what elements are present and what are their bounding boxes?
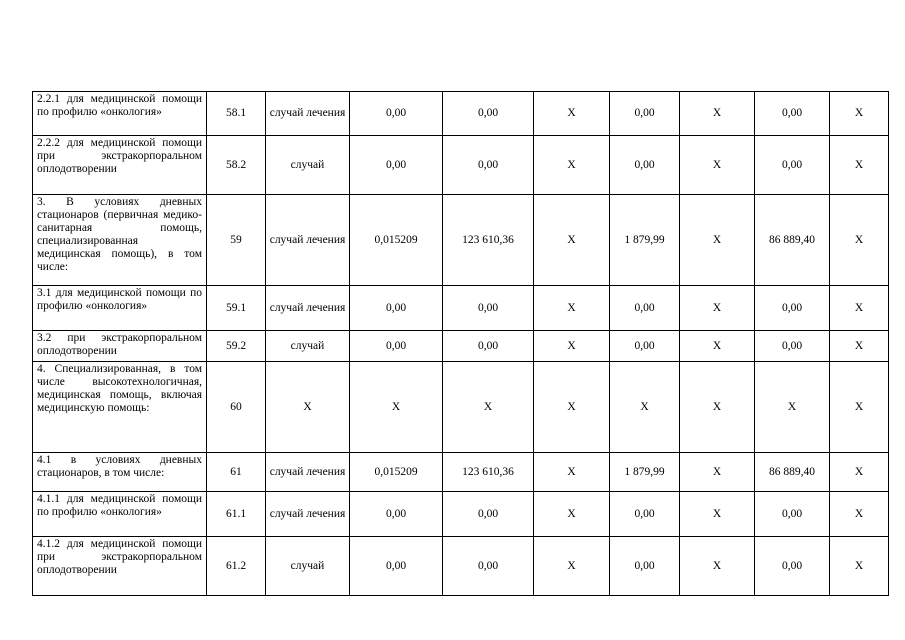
cell: X — [830, 195, 889, 286]
cell: 0,00 — [350, 492, 443, 537]
row-code: 59 — [207, 195, 266, 286]
cell: 0,00 — [610, 492, 680, 537]
row-name: 3. В условиях дневных стационаров (первичная медико-санитарная помощь, специализированная медицинская помощь), в том числе: — [33, 195, 207, 286]
cell: 0,00 — [350, 136, 443, 195]
table-row — [33, 537, 889, 596]
cell: X — [534, 331, 610, 362]
data-table — [32, 91, 889, 596]
row-name: 2.2.1 для медицинской помощи по профилю «онкология» — [33, 92, 207, 136]
cell: 0,00 — [443, 537, 534, 596]
cell: 0,00 — [350, 286, 443, 331]
cell: X — [830, 362, 889, 453]
cell: 0,00 — [443, 492, 534, 537]
row-unit: случай — [266, 136, 350, 195]
cell: 0,00 — [755, 92, 830, 136]
cell: 0,015209 — [350, 195, 443, 286]
row-name: 4.1.1 для медицинской помощи по профилю «онкология» — [33, 492, 207, 537]
cell: 86 889,40 — [755, 453, 830, 492]
cell: X — [534, 453, 610, 492]
cell: X — [680, 286, 755, 331]
cell: X — [610, 362, 680, 453]
cell: X — [830, 537, 889, 596]
cell: 0,00 — [350, 92, 443, 136]
table-row — [33, 286, 889, 331]
row-code: 61.1 — [207, 492, 266, 537]
cell: X — [680, 136, 755, 195]
row-unit: случай лечения — [266, 286, 350, 331]
row-code: 61 — [207, 453, 266, 492]
row-name: 3.2 при экстракорпоральном оплодотворении — [33, 331, 207, 362]
cell: 0,00 — [755, 537, 830, 596]
row-unit: случай лечения — [266, 195, 350, 286]
row-code: 58.1 — [207, 92, 266, 136]
table-row — [33, 492, 889, 537]
cell: 0,00 — [443, 286, 534, 331]
cell: X — [680, 453, 755, 492]
cell: 123 610,36 — [443, 195, 534, 286]
row-name: 4.1.2 для медицинской помощи при экстракорпоральном оплодотворении — [33, 537, 207, 596]
cell: X — [534, 362, 610, 453]
cell: 0,00 — [350, 537, 443, 596]
cell: 123 610,36 — [443, 453, 534, 492]
cell: X — [830, 136, 889, 195]
cell: X — [534, 195, 610, 286]
row-name: 4.1 в условиях дневных стационаров, в том числе: — [33, 453, 207, 492]
cell: 0,00 — [755, 136, 830, 195]
cell: X — [534, 286, 610, 331]
table-row — [33, 92, 889, 136]
cell: X — [534, 492, 610, 537]
table-row — [33, 331, 889, 362]
cell: X — [830, 92, 889, 136]
cell: 0,00 — [443, 136, 534, 195]
row-unit: случай лечения — [266, 92, 350, 136]
row-code: 61.2 — [207, 537, 266, 596]
row-unit: случай — [266, 537, 350, 596]
row-code: 59.2 — [207, 331, 266, 362]
table-row — [33, 195, 889, 286]
row-code: 60 — [207, 362, 266, 453]
table-row — [33, 362, 889, 453]
row-code: 59.1 — [207, 286, 266, 331]
row-name: 3.1 для медицинской помощи по профилю «онкология» — [33, 286, 207, 331]
cell: X — [680, 331, 755, 362]
cell: 0,00 — [755, 286, 830, 331]
cell: 0,00 — [610, 331, 680, 362]
cell: X — [534, 136, 610, 195]
cell: 0,00 — [755, 331, 830, 362]
cell: 0,00 — [610, 136, 680, 195]
cell: X — [680, 362, 755, 453]
cell: X — [680, 92, 755, 136]
table-row — [33, 453, 889, 492]
cell: X — [830, 492, 889, 537]
cell: X — [534, 92, 610, 136]
row-code: 58.2 — [207, 136, 266, 195]
cell: X — [830, 286, 889, 331]
cell: 0,015209 — [350, 453, 443, 492]
cell: 0,00 — [610, 92, 680, 136]
row-unit: случай лечения — [266, 453, 350, 492]
row-name: 4. Специализированная, в том числе высокотехнологичная, медицинская помощь, включая медицинскую помощь: — [33, 362, 207, 453]
table-row — [33, 136, 889, 195]
cell: X — [755, 362, 830, 453]
cell: X — [534, 537, 610, 596]
cell: 0,00 — [350, 331, 443, 362]
row-unit: случай — [266, 331, 350, 362]
cell: 0,00 — [443, 92, 534, 136]
cell: X — [680, 195, 755, 286]
cell: 0,00 — [610, 537, 680, 596]
cell: 1 879,99 — [610, 195, 680, 286]
cell: 0,00 — [443, 331, 534, 362]
cell: X — [830, 331, 889, 362]
cell: 1 879,99 — [610, 453, 680, 492]
cell: X — [680, 492, 755, 537]
cell: X — [350, 362, 443, 453]
cell: 86 889,40 — [755, 195, 830, 286]
row-unit: случай лечения — [266, 492, 350, 537]
row-name: 2.2.2 для медицинской помощи при экстракорпоральном оплодотворении — [33, 136, 207, 195]
cell: 0,00 — [610, 286, 680, 331]
row-unit: X — [266, 362, 350, 453]
cell: X — [680, 537, 755, 596]
cell: 0,00 — [755, 492, 830, 537]
cell: X — [443, 362, 534, 453]
cell: X — [830, 453, 889, 492]
